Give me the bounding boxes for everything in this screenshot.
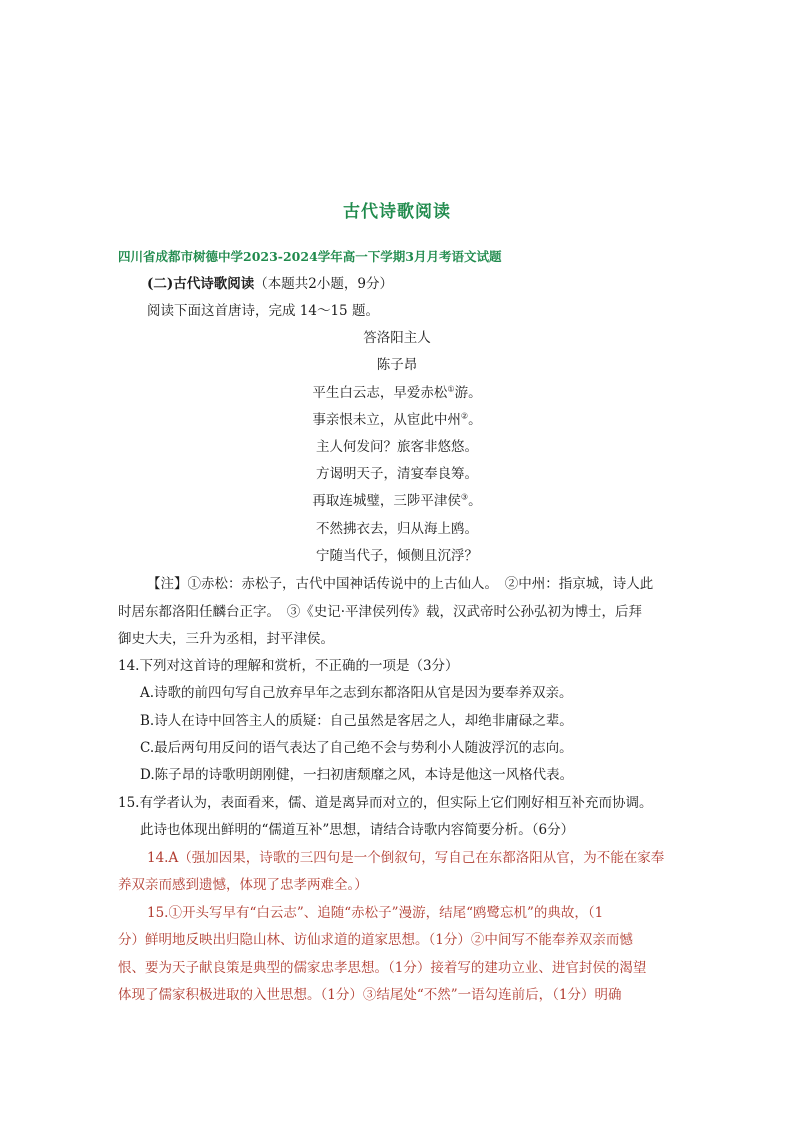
question-15-stem: 此诗也体现出鲜明的“儒道互补”思想，请结合诗歌内容简要分析。（6分） [140, 822, 575, 838]
poem-line: 宁随当代子，倾侧且沉浮？ [316, 548, 478, 564]
question-14-option: A.诗歌的前四句写自己放弃早年之志到东都洛阳从官是因为要奉养双亲。 [140, 685, 573, 701]
answer-15: 分）鲜明地反映出归隐山林、访仙求道的道家思想。（1分）②中间写不能奉养双亲而憾 [118, 932, 633, 948]
question-14-option: B.诗人在诗中回答主人的质疑：自己虽然是客居之人，却绝非庸碌之辈。 [140, 713, 573, 729]
section-header [147, 275, 393, 293]
section-heading: (二)古代诗歌阅读 [147, 276, 255, 292]
question-14-option: C.最后两句用反问的语气表达了自己绝不会与势利小人随波浮沉的志向。 [140, 740, 573, 756]
footnote-mark: ② [460, 411, 469, 421]
poem-line: 主人何发问？旅客非悠悠。 [316, 439, 478, 455]
footnote-mark: ③ [460, 492, 469, 502]
poem-line: 平生白云志，早爱赤松①游。 [312, 384, 482, 401]
section-note: （本题共2小题，9分） [254, 276, 393, 292]
note-line: 御史大夫，三升为丞相，封平津侯。 [118, 631, 334, 647]
instruction: 阅读下面这首唐诗，完成 14～15 题。 [147, 303, 379, 319]
poem-author: 陈子昂 [376, 357, 418, 373]
answer-14: 14.A（强加因果，诗歌的三四句是一个倒叙句，写自己在东都洛阳从官，为不能在家奉 [147, 850, 665, 866]
answer-15: 15.①开头写早有“白云志”、追随“赤松子”漫游，结尾“鸥鹭忘机”的典故，（1 [147, 905, 604, 921]
footnote-mark: ① [447, 384, 455, 394]
poem-title: 答洛阳主人 [363, 330, 431, 346]
question-14-option: D.陈子昂的诗歌明朗刚健，一扫初唐颓靡之风，本诗是他这一风格代表。 [140, 767, 574, 783]
poem-line: 方谒明天子，清宴奉良筹。 [316, 466, 478, 482]
poem-line: 不然拂衣去，归从海上鸥。 [316, 521, 478, 537]
question-14-stem: 14.下列对这首诗的理解和赏析，不正确的一项是（3分） [118, 658, 459, 674]
answer-15: 体现了儒家积极进取的入世思想。（1分）③结尾处“不然”一语勾连前后，（1分）明确 [118, 987, 622, 1003]
answer-15: 恨、要为天子献良策是典型的儒家忠孝思想。（1分）接着写的建功立业、进官封侯的渴望 [118, 960, 647, 976]
poem-line: 事亲恨未立，从宦此中州②。 [312, 411, 482, 428]
note-line: 时居东都洛阳任麟台正字。 ③《史记·平津侯列传》载，汉武帝时公孙弘初为博士，后拜 [118, 604, 643, 620]
poem-line: 再取连城璧，三陟平津侯③。 [312, 492, 482, 509]
note-line: 【注】①赤松：赤松子，古代中国神话传说中的上古仙人。 ②中州：指京城，诗人此 [147, 576, 654, 592]
answer-14: 养双亲而感到遗憾，体现了忠孝两难全。） [118, 877, 368, 893]
question-15-stem: 15.有学者认为，表面看来，儒、道是离异而对立的，但实际上它们刚好相互补充而协调。 [118, 795, 653, 811]
source-line: 四川省成都市树德中学2023-2024学年高一下学期3月月考语文试题 [118, 249, 502, 264]
page-title: 古代诗歌阅读 [343, 202, 451, 222]
